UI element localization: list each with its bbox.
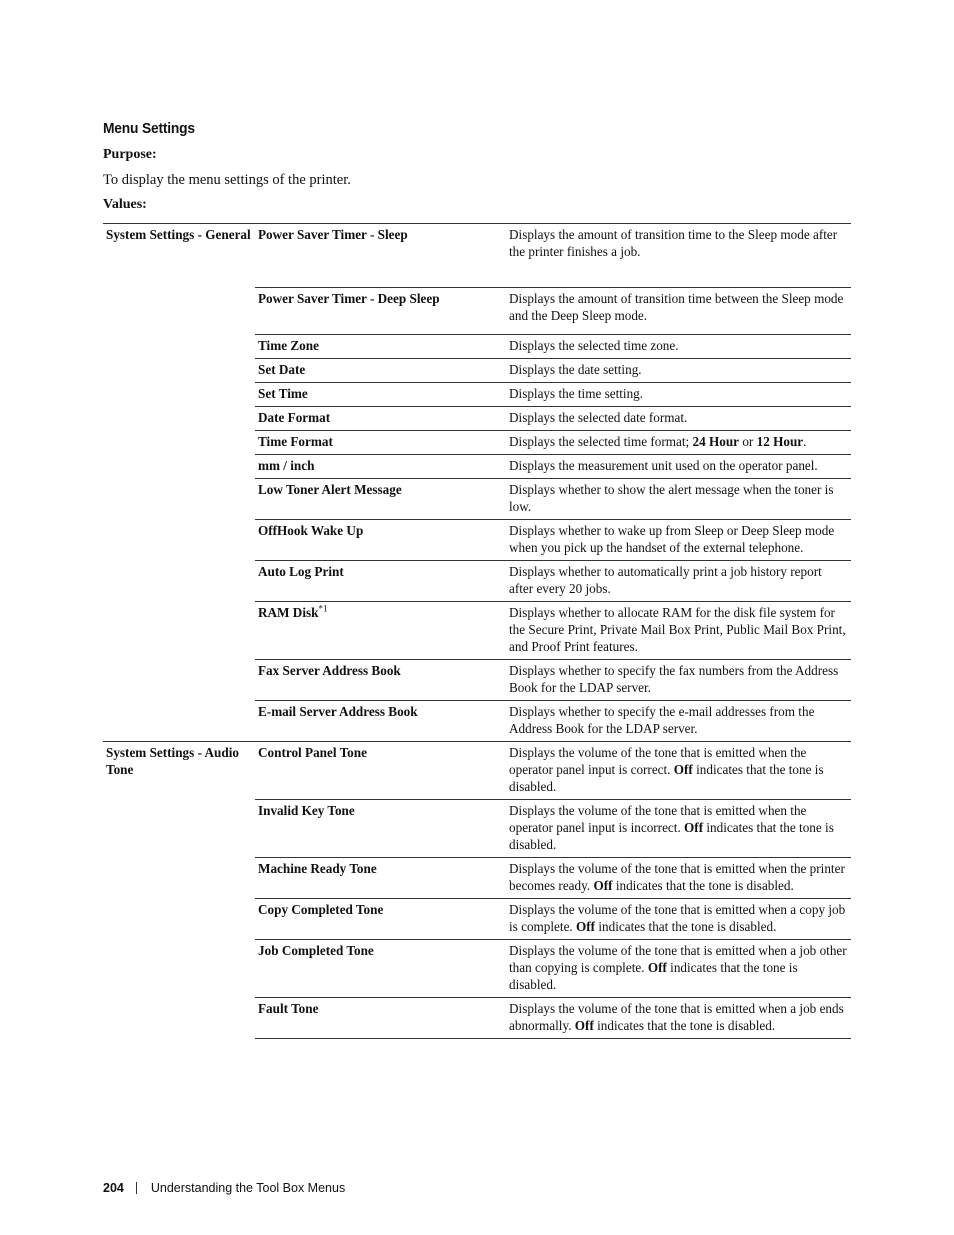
setting-name: Fax Server Address Book (255, 660, 506, 701)
setting-description: Displays whether to wake up from Sleep or Deep Sleep mode when you pick up the handset of the external telephone. (506, 520, 851, 561)
values-label: Values: (103, 197, 147, 212)
setting-description: Displays the volume of the tone that is emitted when a job ends abnormally. Off indicates that the tone is disabled. (506, 998, 851, 1039)
setting-description: Displays the volume of the tone that is emitted when the operator panel input is correct. Off indicates that the tone is disabled. (506, 742, 851, 800)
setting-name: Power Saver Timer - Deep Sleep (255, 288, 506, 335)
setting-description: Displays whether to automatically print a job history report after every 20 jobs. (506, 561, 851, 602)
setting-name: OffHook Wake Up (255, 520, 506, 561)
setting-description: Displays the volume of the tone that is emitted when a job other than copying is complete. Off indicates that the tone is disabled. (506, 940, 851, 998)
setting-description: Displays the amount of transition time to the Sleep mode after the printer finishes a job. (506, 224, 851, 288)
setting-name: mm / inch (255, 455, 506, 479)
setting-name: Set Date (255, 359, 506, 383)
setting-description: Displays the amount of transition time between the Sleep mode and the Deep Sleep mode. (506, 288, 851, 335)
setting-name: Time Zone (255, 335, 506, 359)
setting-description: Displays whether to allocate RAM for the disk file system for the Secure Print, Private Mail Box Print, Public Mail Box Print, and Proof Print features. (506, 602, 851, 660)
setting-name: Power Saver Timer - Sleep (255, 224, 506, 288)
setting-description: Displays the volume of the tone that is emitted when the operator panel input is incorrect. Off indicates that the tone is disabled. (506, 800, 851, 858)
group-label-audio-tone: System Settings - Audio Tone (103, 742, 255, 1039)
setting-name: Job Completed Tone (255, 940, 506, 998)
purpose-text: To display the menu settings of the printer. (103, 172, 351, 188)
setting-name: Date Format (255, 407, 506, 431)
setting-name: Machine Ready Tone (255, 858, 506, 899)
setting-description: Displays whether to specify the e-mail addresses from the Address Book for the LDAP server. (506, 701, 851, 742)
setting-description: Displays the date setting. (506, 359, 851, 383)
setting-description: Displays the volume of the tone that is emitted when a copy job is complete. Off indicates that the tone is disabled. (506, 899, 851, 940)
setting-description: Displays the selected date format. (506, 407, 851, 431)
purpose-label: Purpose: (103, 147, 157, 162)
group-label-general: System Settings - General (103, 224, 255, 742)
setting-name: Invalid Key Tone (255, 800, 506, 858)
setting-description: Displays the selected time zone. (506, 335, 851, 359)
footnote-marker: *1 (318, 603, 328, 614)
table-row (103, 742, 851, 800)
page-footer (103, 1181, 345, 1195)
setting-name: Control Panel Tone (255, 742, 506, 800)
setting-name: RAM Disk$^{*1}$ (255, 602, 506, 660)
setting-name: Time Format (255, 431, 506, 455)
page-number: 204 (103, 1181, 124, 1195)
setting-description: Displays whether to specify the fax numbers from the Address Book for the LDAP server. (506, 660, 851, 701)
setting-name: Copy Completed Tone (255, 899, 506, 940)
setting-description: Displays the volume of the tone that is emitted when the printer becomes ready. Off indicates that the tone is disabled. (506, 858, 851, 899)
setting-name: Fault Tone (255, 998, 506, 1039)
setting-name: Set Time (255, 383, 506, 407)
setting-description: Displays the measurement unit used on the operator panel. (506, 455, 851, 479)
setting-description: Displays whether to show the alert message when the toner is low. (506, 479, 851, 520)
menu-settings-table (103, 223, 851, 1039)
footer-divider (136, 1182, 137, 1194)
setting-description: Displays the selected time format; 24 Hour or 12 Hour. (506, 431, 851, 455)
setting-name: Auto Log Print (255, 561, 506, 602)
setting-description: Displays the time setting. (506, 383, 851, 407)
setting-name: Low Toner Alert Message (255, 479, 506, 520)
table-row (103, 224, 851, 288)
section-heading: Menu Settings (103, 120, 195, 137)
footer-section-title: Understanding the Tool Box Menus (150, 1181, 346, 1195)
setting-name: E-mail Server Address Book (255, 701, 506, 742)
